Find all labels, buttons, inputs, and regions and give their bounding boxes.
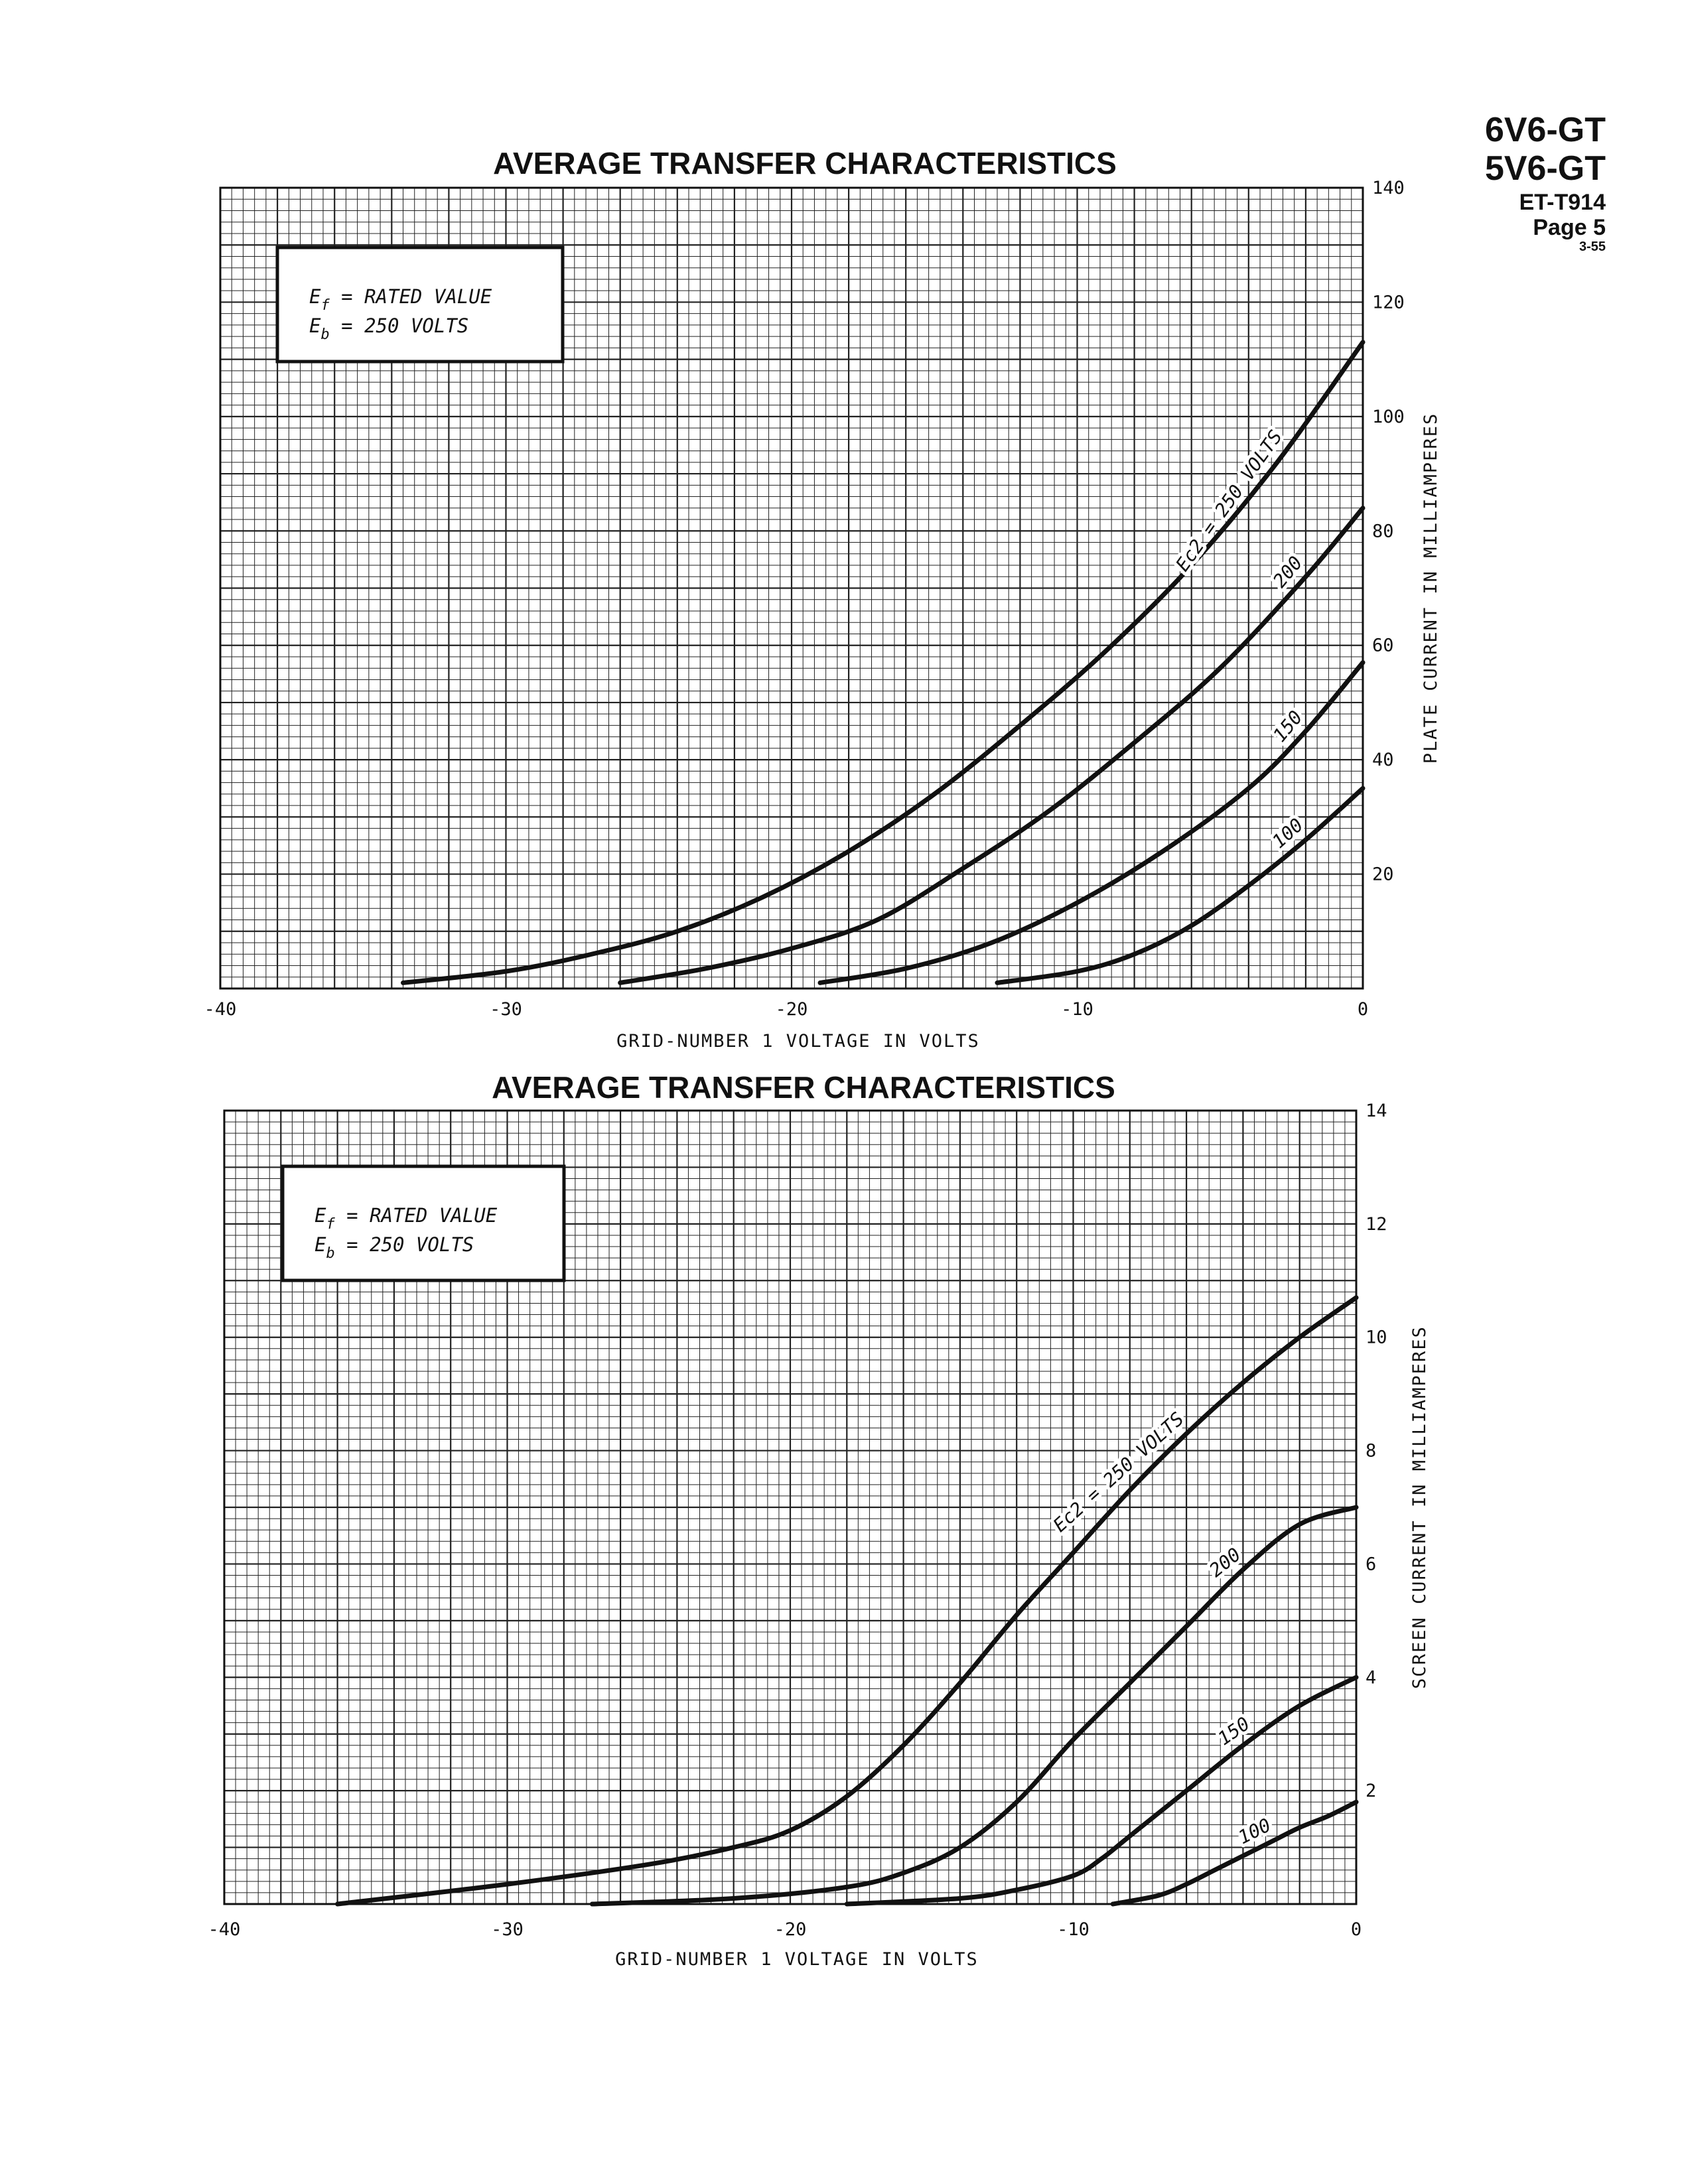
series-label-1: Ec2 = 250 VOLTS xyxy=(1048,1408,1188,1536)
legend-symbol: E xyxy=(309,285,321,308)
y-tick-label: 120 xyxy=(1372,292,1405,313)
y-tick-label: 8 xyxy=(1366,1440,1377,1462)
chart-1 xyxy=(204,146,1441,1052)
y-tick-label: 4 xyxy=(1366,1667,1377,1688)
series-label-3: 150 xyxy=(1268,706,1307,746)
legend-subscript: b xyxy=(326,1245,335,1262)
x-axis-label: GRID-NUMBER 1 VOLTAGE IN VOLTS xyxy=(615,1949,979,1970)
chart-title: AVERAGE TRANSFER CHARACTERISTICS xyxy=(492,1070,1115,1105)
y-tick-label: 80 xyxy=(1372,521,1394,542)
chart-2 xyxy=(208,1070,1430,1970)
x-tick-label: 0 xyxy=(1350,1919,1362,1940)
x-tick-label: -30 xyxy=(491,1919,524,1940)
y-tick-label: 14 xyxy=(1366,1101,1387,1121)
document-number: ET-T914 xyxy=(1519,190,1606,215)
x-tick-label: -20 xyxy=(775,999,808,1020)
series-label-4: 100 xyxy=(1267,813,1308,853)
legend-symbol: E xyxy=(315,1204,326,1227)
x-tick-label: -10 xyxy=(1057,1919,1089,1940)
y-tick-label: 40 xyxy=(1372,750,1394,771)
legend-value: = RATED VALUE xyxy=(334,1204,498,1227)
y-tick-label: 20 xyxy=(1372,864,1394,885)
page-number: Page 5 xyxy=(1533,215,1606,240)
tube-type-secondary: 5V6-GT xyxy=(1484,149,1606,188)
series-label-2: 200 xyxy=(1205,1543,1245,1582)
y-tick-label: 60 xyxy=(1372,635,1394,656)
y-tick-label: 6 xyxy=(1366,1554,1377,1575)
series-label-2: 200 xyxy=(1268,552,1307,592)
y-tick-label: 100 xyxy=(1372,406,1405,427)
series-line-3 xyxy=(820,663,1363,983)
y-tick-label: 12 xyxy=(1366,1213,1387,1235)
y-axis-label: SCREEN CURRENT IN MILLIAMPERES xyxy=(1409,1326,1430,1689)
x-tick-label: -10 xyxy=(1061,999,1093,1020)
legend-subscript: f xyxy=(320,297,330,314)
y-axis-label: PLATE CURRENT IN MILLIAMPERES xyxy=(1421,412,1441,764)
legend-symbol: E xyxy=(315,1233,326,1256)
legend-value: = 250 VOLTS xyxy=(329,314,469,337)
x-axis-label: GRID-NUMBER 1 VOLTAGE IN VOLTS xyxy=(616,1031,980,1052)
x-tick-label: -30 xyxy=(490,999,522,1020)
y-tick-label: 2 xyxy=(1366,1781,1377,1802)
x-tick-label: -40 xyxy=(204,999,237,1020)
series-line-4 xyxy=(1113,1802,1356,1904)
series-label-4: 100 xyxy=(1234,1814,1275,1849)
legend-subscript: b xyxy=(320,326,330,343)
y-tick-label: 140 xyxy=(1372,178,1405,198)
series-label-3: 150 xyxy=(1214,1712,1254,1750)
x-tick-label: -20 xyxy=(774,1919,807,1940)
revision-date: 3-55 xyxy=(1579,239,1606,254)
legend-value: = RATED VALUE xyxy=(329,285,492,308)
x-tick-label: 0 xyxy=(1357,999,1369,1020)
legend-value: = 250 VOLTS xyxy=(334,1233,474,1256)
legend-box xyxy=(277,247,563,362)
legend-symbol: E xyxy=(309,314,321,337)
legend-subscript: f xyxy=(326,1216,335,1233)
y-tick-label: 10 xyxy=(1366,1327,1387,1348)
chart-title: AVERAGE TRANSFER CHARACTERISTICS xyxy=(493,146,1117,180)
tube-type-primary: 6V6-GT xyxy=(1484,111,1606,149)
x-tick-label: -40 xyxy=(208,1919,241,1940)
series-label-1: Ec2 = 250 VOLTS xyxy=(1171,426,1287,576)
legend-box xyxy=(283,1166,564,1280)
